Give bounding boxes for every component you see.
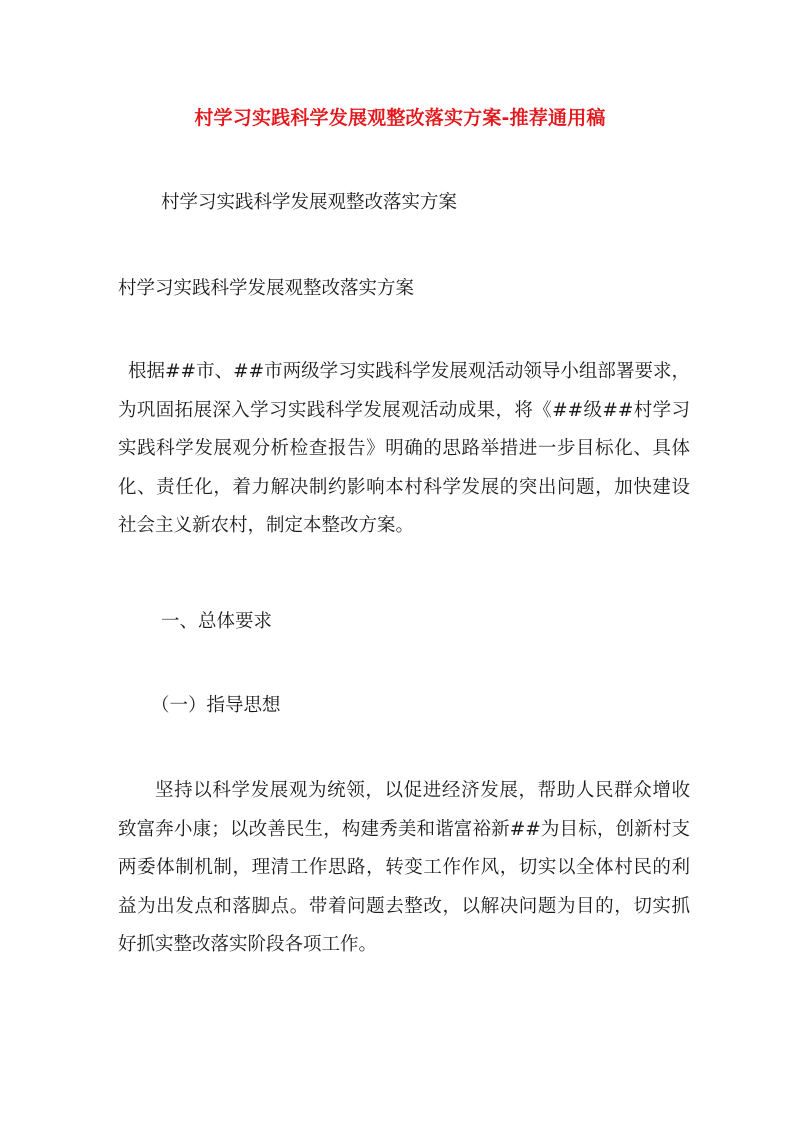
guiding-paragraph xyxy=(118,772,690,965)
subtitle-indented: 村学习实践科学发展观整改落实方案 xyxy=(161,192,458,213)
subsection-heading: （一）指导思想 xyxy=(151,695,281,716)
intro-paragraph xyxy=(118,353,690,546)
guiding-paragraph-text: 坚持以科学发展观为统领，以促进经济发展，帮助人民群众增收致富奔小康；以改善民生，构建秀美和谐富裕新##为目标，创新村支两委体制机制，理清工作思路，转变工作作风，切实以全体村民的利益为出发点和落脚点。带着问题去整改，以解决问题为目的，切实抓好抓实整改落实阶段各项工作。 xyxy=(118,780,690,955)
subtitle: 村学习实践科学发展观整改落实方案 xyxy=(118,278,415,299)
intro-paragraph-text: 根据##市、##市两级学习实践科学发展观活动领导小组部署要求，为巩固拓展深入学习实践科学发展观活动成果，将《##级##村学习实践科学发展观分析检查报告》明确的思路举措进一步目标化、具体化、责任化，着力解决制约影响本村科学发展的突出问题，加快建设社会主义新农村，制定本整改方案。 xyxy=(118,361,690,536)
section-heading: 一、总体要求 xyxy=(161,611,273,632)
document-title: 村学习实践科学发展观整改落实方案-推荐通用稿 xyxy=(194,107,606,129)
